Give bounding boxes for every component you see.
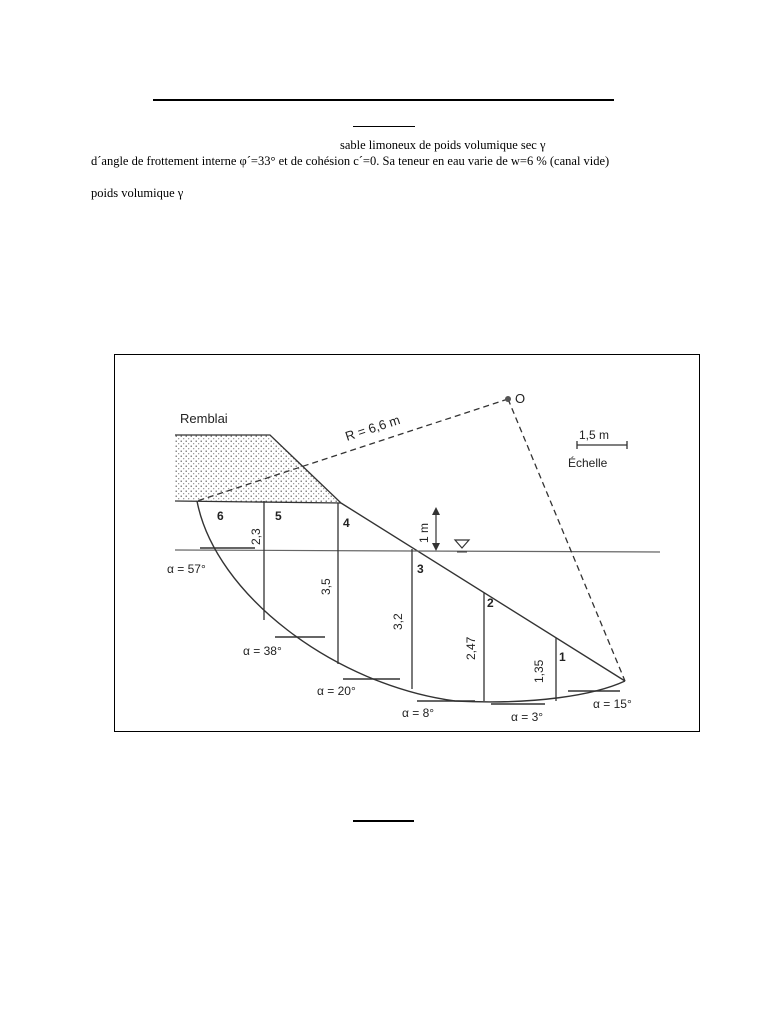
center-point [505,396,511,402]
slice-number: 4 [343,516,350,530]
slope-surface [341,503,625,681]
footer-rule [353,820,414,822]
header-rule [153,99,614,101]
alpha-label: α = 57° [167,562,206,576]
scale-caption-label: Échelle [568,456,608,470]
slice-number: 3 [417,562,424,576]
arrow-head-up [432,507,440,515]
slice-height: 1,35 [532,659,546,683]
alpha-label: α = 8° [402,706,435,720]
text-line-1: sable limoneux de poids volumique sec γ [340,138,546,152]
slope-diagram [115,355,700,732]
remblai-area [175,435,341,503]
scale-value-label: 1,5 m [579,428,610,442]
slice-number: 1 [559,650,566,664]
slice-height: 3,2 [391,613,405,630]
slice-number: 6 [217,509,224,523]
title-underline [353,126,415,127]
remblai-label: Remblai [180,411,228,426]
water-table-symbol [455,540,469,548]
slope-stability-figure [114,354,700,732]
slice-height: 2,47 [464,636,478,660]
slice-number: 5 [275,509,282,523]
arrow-head-down [432,543,440,551]
slice-height: 3,5 [319,578,333,595]
alpha-label: α = 38° [243,644,282,658]
slice-number: 2 [487,596,494,610]
text-line-3: poids volumique γ [91,186,184,200]
alpha-label: α = 20° [317,684,356,698]
alpha-label: α = 3° [511,710,544,724]
water-height-label: 1 m [417,522,431,543]
text-line-2: d´angle de frottement interne φ´=33° et de cohésion c´=0. Sa teneur en eau varie de w=6 % (canal vide) [91,154,610,168]
alpha-label: α = 15° [593,697,632,711]
radius-label: R = 6,6 m [343,412,402,444]
center-label: O [515,391,526,406]
slice-height: 2,3 [249,528,263,545]
